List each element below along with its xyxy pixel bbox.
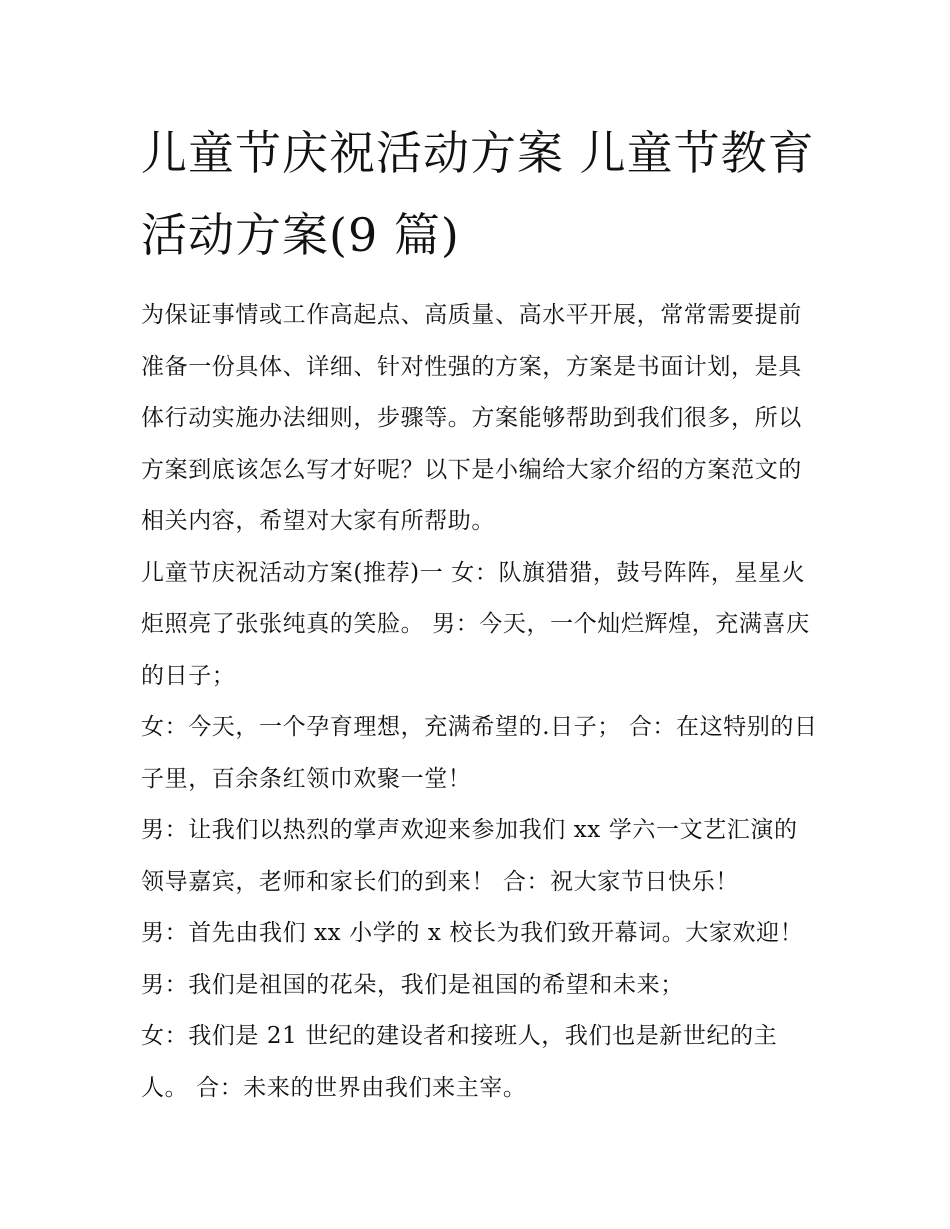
paragraph-opening-speech: 男：首先由我们 xx 小学的 x 校长为我们致开幕词。大家欢迎！ 男：我们是祖国的花朵，我们是祖国的希望和未来；: [141, 920, 804, 998]
document-body: [141, 290, 821, 1114]
document-page: [141, 112, 821, 1114]
paragraph-intro: 为保证事情或工作高起点、高质量、高水平开展，常常需要提前准备一份具体、详细、针对性强的方案，方案是书面计划，是具体行动实施办法细则，步骤等。方案能够帮助到我们很多，所以方案到底该怎么写才好呢？以下是小编给大家介绍的方案范文的相关内容，希望对大家有所帮助。: [141, 302, 802, 534]
paragraph-welcome: 男：让我们以热烈的掌声欢迎来参加我们 xx 学六一文艺汇演的领导嘉宾，老师和家长们的到来！ 合：祝大家节日快乐！: [141, 817, 798, 895]
paragraph-opening: 儿童节庆祝活动方案(推荐)一 女：队旗猎猎，鼓号阵阵，星星火炬照亮了张张纯真的笑脸。 男：今天，一个灿烂辉煌，充满喜庆的日子；: [141, 559, 810, 689]
paragraph-female-host: 女：今天，一个孕育理想，充满希望的.日子； 合：在这特别的日子里，百余条红领巾欢聚一堂！: [141, 714, 818, 792]
document-title: 儿童节庆祝活动方案 儿童节教育活动方案(9 篇): [141, 126, 815, 262]
paragraph-future: 女：我们是 21 世纪的建设者和接班人，我们也是新世纪的主人。 合：未来的世界由我们来主宰。: [141, 1023, 778, 1101]
